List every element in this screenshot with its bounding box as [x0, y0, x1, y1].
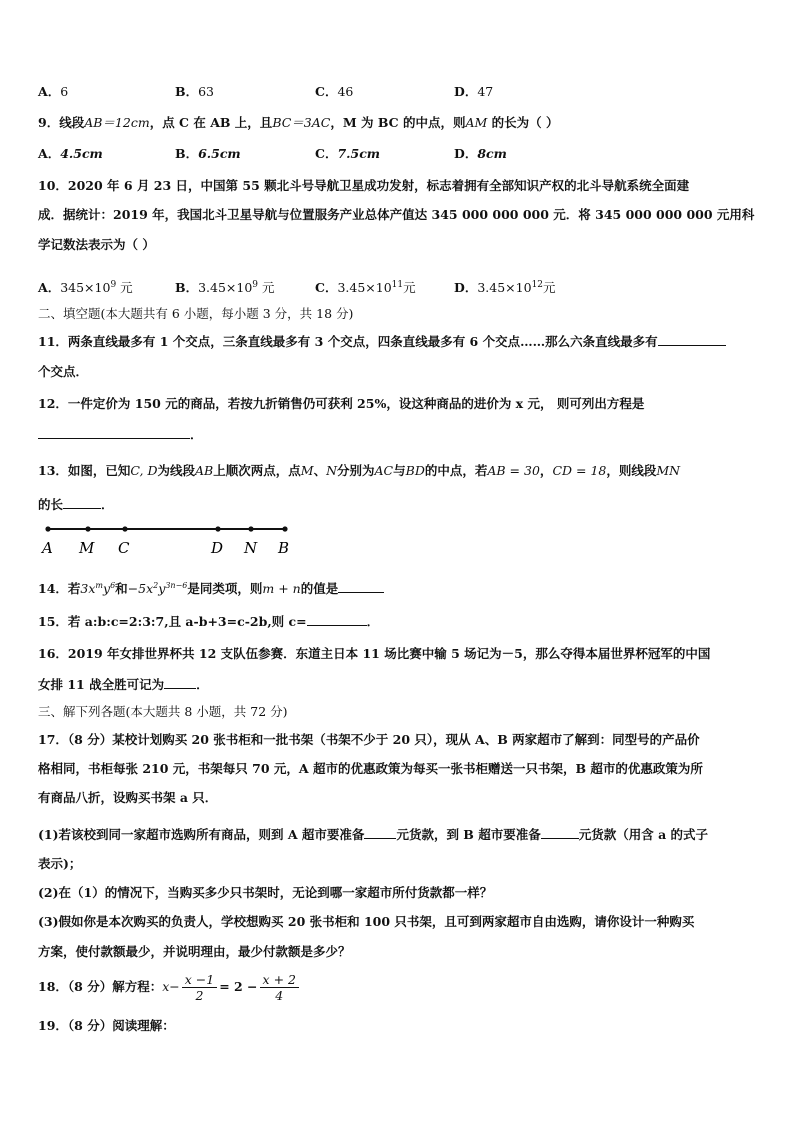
option-value: 6.5cm [198, 146, 241, 161]
option-value: 3.45×10 [477, 280, 532, 296]
option-label: A． [38, 146, 61, 161]
q9-text: 9．线段 [38, 115, 85, 130]
q17-text: (1)若该校到同一家超市选购所有商品，则到 A 超市要准备 [38, 827, 365, 842]
q17-part-1-line-2: 表示)； [38, 856, 82, 871]
option-value: 7.5cm [337, 146, 381, 161]
option-label: C． [315, 146, 338, 161]
point-d-label: D [211, 539, 224, 557]
option-value: 4.5cm [60, 146, 103, 161]
q12-line-2 [38, 426, 764, 444]
option-unit: 元 [403, 280, 416, 296]
q9-math: AM [465, 115, 488, 130]
option-unit: 元 [258, 280, 275, 296]
option-label: D． [454, 84, 478, 99]
q11-line-1 [38, 333, 764, 351]
q13-text: 上顺次两点，点 [213, 463, 301, 478]
option-label: C． [315, 280, 338, 296]
q14-exponent: 3n−6 [165, 581, 188, 590]
point-b-label: B [278, 539, 290, 557]
q13-math: CD = 18 [552, 463, 607, 478]
q15-text: ． [366, 614, 380, 629]
point-a-dot [45, 526, 50, 531]
fraction-numerator: x + 2 [260, 972, 299, 988]
q13-math: C, D [130, 463, 158, 478]
q17-line-1: 17．（8 分）某校计划购买 20 张书柜和一批书架（书架不少于 20 只），现从 A、B 两家超市了解到：同型号的产品价 [38, 732, 700, 747]
q13-segment-figure [38, 520, 298, 560]
q18-fraction-1 [182, 972, 217, 1003]
q9-math: AB＝12cm [84, 115, 150, 130]
option-value: 3.45×10 [198, 280, 253, 296]
option-value: 345×10 [60, 280, 111, 296]
q12-answer-blank[interactable] [38, 426, 190, 439]
q18-text: 18．（8 分）解方程： [38, 979, 163, 994]
q10-line-1: 10．2020 年 6 月 23 日，中国第 55 颗北斗号导航卫星成功发射，标志着拥有全部知识产权的北斗导航系统全面建 [38, 178, 690, 193]
q11-line-2: 个交点． [38, 364, 89, 379]
q14-math: y [103, 581, 111, 597]
q9-option-a[interactable] [38, 145, 103, 163]
q15-answer-blank[interactable] [307, 613, 367, 626]
q14-text: 是同类项，则 [187, 581, 263, 597]
q17-text: 元货款（用含 a 的式子 [578, 827, 709, 842]
q9-math: BC＝3AC [272, 115, 331, 130]
option-unit: 元 [116, 280, 133, 296]
q19-line: 19．（8 分）阅读理解： [38, 1018, 175, 1033]
q13-math: M [300, 463, 314, 478]
q13-line-1 [38, 462, 764, 480]
q18-math: x− [162, 979, 180, 994]
q14-exponent: m [95, 581, 104, 590]
q13-text: ，则线段 [606, 463, 657, 478]
q14-math: −5x [127, 581, 154, 597]
option-label: A． [38, 84, 61, 99]
q15-line [38, 613, 764, 631]
q13-text: 与 [393, 463, 406, 478]
point-a-label: A [42, 539, 53, 557]
point-m-dot [85, 526, 90, 531]
option-label: C． [315, 84, 338, 99]
q17-part-3-line-1: (3)假如你是本次购买的负责人，学校想购买 20 张书柜和 100 只书架，且可到两家超市自由选购，请你设计一种购买 [38, 914, 695, 929]
q9-text: 的长为（ ） [487, 115, 559, 130]
q14-line [38, 577, 764, 598]
q13-text: 的长 [38, 497, 64, 512]
option-label: B． [175, 84, 199, 99]
q9-option-b[interactable] [175, 145, 241, 163]
q16-text: ． [196, 677, 209, 692]
q12-line-1: 12．一件定价为 150 元的商品，若按九折销售仍可获利 25%，设这种商品的进价为 x 元， 则可列出方程是 [38, 396, 645, 411]
q13-math: N [326, 463, 338, 478]
q9-text: ，M 为 BC 的中点，则 [330, 115, 466, 130]
section-3-heading: 三、解下列各题(本大题共 8 小题，共 72 分) [38, 704, 288, 719]
q18-line [38, 970, 764, 1004]
option-exponent: 9 [252, 280, 259, 290]
q9-option-c[interactable] [315, 145, 380, 163]
q12-text: ． [190, 427, 203, 442]
option-value: 3.45×10 [337, 280, 392, 296]
option-label: D． [454, 280, 478, 296]
q10-option-a[interactable] [38, 276, 133, 297]
q13-text: 分别为 [337, 463, 375, 478]
q10-line-3: 学记数法表示为（ ） [38, 237, 155, 252]
point-b-dot [282, 526, 287, 531]
q16-text: 女排 11 战全胜可记为 [38, 677, 165, 692]
option-value: 8cm [477, 146, 507, 161]
q13-math: BD [405, 463, 425, 478]
point-n-dot [248, 526, 253, 531]
q13-line-2 [38, 496, 764, 514]
q10-option-d[interactable] [454, 276, 556, 297]
q14-text: 的值是 [300, 581, 339, 597]
q14-math: m + n [262, 581, 301, 597]
q17-part-2: (2)在（1）的情况下，当购买多少只书架时，无论到哪一家超市所付货款都一样？ [38, 885, 493, 900]
q14-answer-blank[interactable] [338, 580, 384, 593]
point-n-label: N [244, 539, 258, 557]
q8-option-b[interactable] [175, 83, 214, 101]
option-value: 63 [198, 84, 214, 99]
option-label: B． [175, 280, 199, 296]
q17-part-3-line-2: 方案，使付款额最少，并说明理由，最少付款额是多少？ [38, 944, 351, 959]
q14-text: 和 [115, 581, 128, 597]
q14-math: 3x [80, 581, 96, 597]
fraction-denominator: 2 [195, 988, 204, 1003]
q9-stem [38, 114, 764, 132]
q17-line-2: 格相同，书柜每张 210 元，书架每只 70 元，A 超市的优惠政策为每买一张书柜赠送一只书架，B 超市的优惠政策为所 [38, 761, 703, 776]
q14-exponent: 2 [153, 581, 159, 590]
q13-text: 为线段 [157, 463, 196, 478]
q16-answer-blank[interactable] [164, 676, 196, 689]
q14-exponent: 6 [110, 581, 116, 590]
q18-math: = 2 − [219, 979, 258, 994]
q17-line-3: 有商品八折，设购买书架 a 只． [38, 790, 218, 805]
q13-math: AB [195, 463, 214, 478]
point-c-label: C [118, 539, 130, 557]
q13-text: 、 [313, 463, 327, 478]
q13-text: ， [539, 463, 553, 478]
q16-line-1: 16．2019 年女排世界杯共 12 支队伍参赛．东道主日本 11 场比赛中输 5 场记为－5，那么夺得本届世界杯冠军的中国 [38, 646, 711, 661]
option-value: 46 [337, 84, 354, 99]
q10-option-b[interactable] [175, 276, 275, 297]
q15-text: 15．若 a:b:c=2:3:7,且 a-b+3=c-2b,则 c= [38, 614, 307, 629]
option-label: B． [175, 146, 199, 161]
q13-text: ． [101, 497, 114, 512]
q16-line-2 [38, 676, 764, 694]
fraction-denominator: 4 [275, 988, 284, 1003]
q10-line-2: 成．据统计：2019 年，我国北斗卫星导航与位置服务产业总体产值达 345 000 000 000 元．将 345 000 000 000 元用科 [38, 207, 755, 222]
q17-part-1 [38, 826, 764, 844]
q17-answer-blank-b[interactable] [541, 826, 579, 839]
option-exponent: 9 [110, 280, 117, 290]
q9-option-d[interactable] [454, 145, 507, 163]
q14-math: y [158, 581, 166, 597]
point-c-dot [122, 526, 127, 531]
option-label: D． [454, 146, 478, 161]
q13-math: MN [656, 463, 681, 478]
q17-text: 元货款，到 B 超市要准备 [396, 827, 541, 842]
option-unit: 元 [543, 280, 556, 296]
q8-option-a[interactable] [38, 83, 68, 101]
option-value: 47 [477, 84, 494, 99]
q8-option-c[interactable] [315, 83, 353, 101]
q9-text: ，点 C 在 AB 上，且 [149, 115, 273, 130]
fraction-numerator: x −1 [182, 972, 217, 988]
q18-fraction-2 [260, 972, 299, 1003]
q8-option-d[interactable] [454, 83, 493, 101]
option-label: A． [38, 280, 61, 296]
option-exponent: 11 [391, 280, 404, 290]
q11-text: 11．两条直线最多有 1 个交点，三条直线最多有 3 个交点，四条直线最多有 6 个交点……那么六条直线最多有 [38, 334, 658, 349]
point-d-dot [215, 526, 220, 531]
q13-math: AC [374, 463, 394, 478]
q11-answer-blank[interactable] [658, 333, 726, 346]
option-exponent: 12 [531, 280, 544, 290]
q13-answer-blank[interactable] [63, 496, 101, 509]
q10-option-c[interactable] [315, 276, 416, 297]
section-2-heading: 二、填空题(本大题共有 6 小题，每小题 3 分，共 18 分) [38, 306, 354, 321]
q14-text: 14．若 [38, 581, 81, 597]
q13-text: 13．如图，已知 [38, 463, 131, 478]
point-m-label: M [79, 539, 95, 557]
option-value: 6 [60, 84, 69, 99]
q13-math: AB = 30 [487, 463, 540, 478]
q13-text: 的中点，若 [424, 463, 488, 478]
q17-answer-blank-a[interactable] [364, 826, 396, 839]
